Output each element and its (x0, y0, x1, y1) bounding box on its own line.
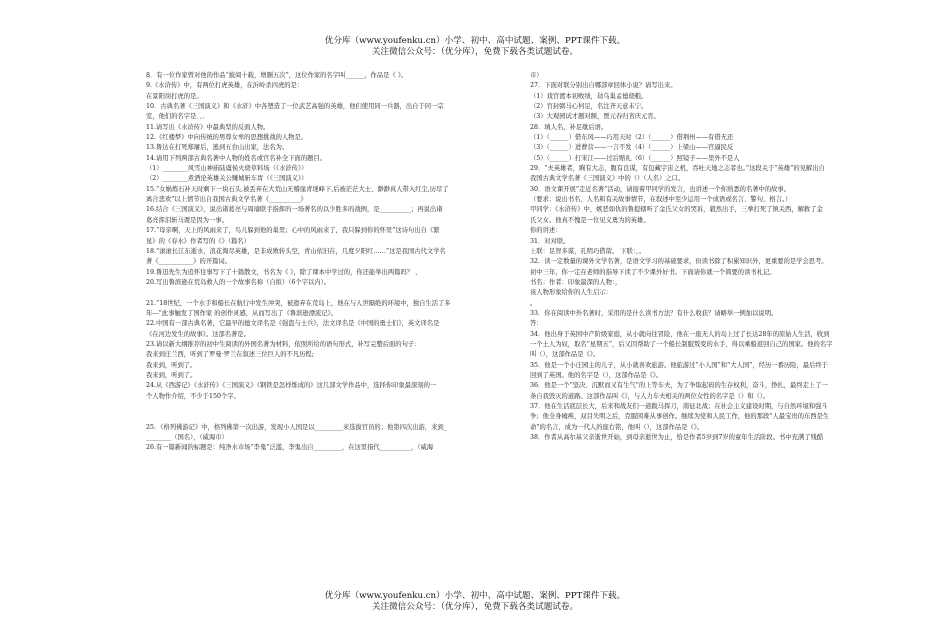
text-line: 18.“滚滚长江东逝水，浪花淘尽英雄，是非成败转头空，青山依旧在，几度夕阳红……”这是我国古代文学名 (146, 247, 446, 255)
text-line: 回到了英国。他的名字是（），这部作品是《》。 (530, 371, 663, 379)
text-line: 21.“18世纪，一个水手和船长在航行中发生冲突，被遗弃在荒岛上，他在与人世隔绝的环境中，独自生活了多 (146, 299, 451, 307)
text-line: 我来到，听到了。 (146, 371, 197, 379)
footer-line-1: 优分库（www.youfenku.cn）小学、初中、高中试题、案例、PPT课件下载。 (324, 591, 626, 601)
text-line: 9.《水浒传》中，有两位打虎英雄，在沂岭杀四虎的是： (146, 82, 304, 90)
page-header (0, 36, 950, 58)
text-line: 年---”此事触发了国作家 的创作灵感，从而写出了《鲁滨逊漂流记》。 (146, 309, 338, 317)
text-line: （1）________风雪山神庙陆虞侯火烧草料场（《水浒传》） (146, 165, 308, 173)
text-line: 12.《红楼梦》中向传统的男尊女卑的思想挑战的人物是。 (146, 134, 308, 142)
text-line: 19.鲁迅先生为追怀往事写下了十篇散文，书名为《 》，除了课本中学过的，你还能举出两篇吗？ 、 (146, 268, 422, 276)
text-line: （要求：说出书名、人名和有关故事情节，在叙述中至少运用一个成语或名言、警句、格言。） (530, 196, 792, 204)
text-line: 。 (530, 299, 537, 307)
text-line: 离合悲欢”以上情节出自我国古典文学名著《__________》 (146, 196, 307, 204)
text-line: 32．读一定数量的课外文学名著，是语文学习的基础要求，但读书除了积累知识外，更重要的是学会思考。 (530, 258, 828, 266)
text-line: 争；他全身瘫痪，双目失明之后，克服困难从事创作。继续为党和人民工作，他的那段“人最宝贵的东西是生 (530, 413, 830, 421)
text-line: 38．作者从高尔基父亲逝世开始，到母亲逝世为止，恰是作者5岁到7岁的童年生活阶段。书中充满了残酷 (530, 434, 824, 442)
text-line: 30．语文课开展“走近名著”活动，请接着甲同学的发言，也讲述一个你熟悉的名著中的故事。 (530, 185, 791, 193)
text-line: 26.有一篇新闻的标题是：纯净水市场“李鬼”泛滥，李鬼出自_________，在这里指代__________，（威海 (146, 444, 434, 452)
right-column (530, 71, 905, 443)
text-line: 个人物作介绍，不少于150个字。 (146, 392, 240, 400)
text-line (146, 288, 521, 298)
text-line: 14.请用下列两部古典名著中人物的姓名或官名补全下面的题目。 (146, 154, 327, 162)
text-line: 星》的《春水》作者写的《》（篇名） (146, 237, 250, 245)
footer-line-2: 关注微信公众号：（优分库），免费下载各类试题试卷。 (371, 602, 579, 612)
text-line (146, 412, 521, 422)
text-line: 37．他在生活底层长大，后来和战友们一道跋马挥刀，南征北战；在社会主义建设时期，与自然环境和强斗 (530, 403, 828, 410)
text-line: （5）（______）打宋江——过后赔礼（6）（______）照镜子——里外不是人 (530, 154, 740, 162)
text-line: 市） (530, 72, 543, 79)
text-line: 28．填人名，补足歇后语。 (530, 123, 608, 131)
text-line: 35．他是一个小庄园主的儿子，从小就喜欢旅游。他旅游过“小人国”和“大人国”，经历一番历险，最后终于 (530, 361, 828, 369)
text-line: 条自我毁灭的道路。这部作品叫《》，与人力车夫相关的两位女性的名字是（）和（）。 (530, 392, 770, 400)
text-line: 25．《格列佛游记》中，格列佛第一次出游，发现小人国是以_________来选拔官员的；他第四次出游，来到_ (146, 423, 447, 431)
text-line: 你的讲述： (530, 227, 562, 235)
text-line: 室，他们的名字是．、． (146, 113, 209, 121)
text-line: （2）________煮酒论英雄关公赚城斩车胄（《三国演义》） (146, 175, 308, 183)
text-line: 《在河边发生的故事》。这部名著是。 (146, 330, 250, 338)
text-line: 一个土人为奴，取名“星期五”，后又因帮助了一个船长制服叛变的水手，得以乘船返回自己的国家。他的名字 (530, 340, 833, 348)
text-line: 书名：作者：印象最深的人物：， (530, 278, 622, 286)
text-line: 氏父女。他真不愧是一位见义勇为的英雄。 (530, 216, 650, 224)
text-line: 答： (530, 320, 543, 328)
text-line: 甲同学：《水浒传》中，嫉恶如仇的鲁提辖听了金氏父女的哭诉，毅然出手，三拳打死了镇关西，解救了金 (530, 206, 823, 214)
left-column (146, 71, 521, 454)
text-line: 在景阳岗打虎的是。 (146, 92, 203, 100)
text-line: 我来到，听到了。 (146, 361, 197, 369)
text-line: 上联：足智多谋，孔明巧借箭。 下联：，。 (530, 247, 646, 255)
text-line: 初中三年，你一定在老师的指导下读了不少课外好书。下面请你就一个简要的读书札记。 (530, 268, 776, 276)
text-line: 我来到庄兰西，听到了罗曼·罗兰在叙述三位巨人的不凡历程; (146, 351, 314, 359)
text-line: （1）戏官渡本初败绩，劫乌巢孟德烧粮。 (530, 92, 648, 100)
text-line: 15.“女娲炼石补天时剩下一块石头,被丢弃在大荒山无稽崖青埂峰下,后被茫茫大士、渺渺真人带入红尘,历尽了 (146, 185, 449, 193)
text-line: 23.请以新大纲推荐的初中生阅读的外国名著为材料，依照所给的语句形式，补写完整后面的句子： (146, 340, 421, 348)
text-line: ________（国名），（威海市） (146, 434, 228, 442)
text-line: 13.鲁达在打死郑屠后，逃到五台山出家，法名为。 (146, 144, 289, 152)
text-line: 11.请写出《水浒传》中最典型的反面人物。 (146, 123, 270, 131)
text-line: 16.结合《三国演义》，说出诸葛亮与周瑜联手指挥的一场著名的以少胜多的战例，是__________；再说出诸 (146, 206, 443, 214)
text-line: （3）（______）进曹营——一言不发（4）（______）上梁山——官逼民反 (530, 144, 734, 152)
text-line: （3）大观园试才题对额，贾元春归省庆元宵。 (530, 113, 660, 121)
text-line: 20.写出鲁滨逊在荒岛救人的一个故事名称（自拟）（6个字以内）。 (146, 278, 331, 286)
text-line: 34．他出身于英国中产阶级家庭，从小就向往冒险，他在一座无人的岛上过了长达28年的原始人生活，收到 (530, 330, 830, 338)
text-line: 29．“夫英雄者，胸有大志，腹有良谋，有包藏宇宙之机，吞吐天地之志者也。”这段关于“英雄”的见解出自 (530, 165, 825, 173)
text-line: 33．你在阅读中外名著时，采用的是什么读书方法？有什么收获？请略举一例加以说明。 (530, 309, 778, 317)
text-line: 葛亮挥泪斩马谡是因为一事。 (146, 216, 228, 224)
text-line: 17.“母亲啊，天上的风雨来了，鸟儿躲到他的巢里；心中的风雨来了，我只躲到你的怀里”这诗句出自《繁 (146, 227, 440, 235)
text-line: 命”的名言，成为一代人的座右铭，他叫（），这部作品是《》。 (530, 423, 704, 431)
text-line: （2）官封弼马心何足，名注齐天意未宁。 (530, 103, 648, 111)
header-line-1: 优分库（www.youfenku.cn）小学、初中、高中试题、案例、PPT课件下载。 (324, 36, 626, 46)
header-line-2: 关注微信公众号：（优分库），免费下载各类试题试卷。 (371, 47, 579, 57)
page-footer (0, 591, 950, 613)
text-line: 10．古典名著《三国演义》和《水浒》中各塑造了一位武艺高强的英雄，他们使用同一兵器，出自于同一宗 (146, 103, 444, 111)
text-line: 叫（），这部作品是《》。 (530, 351, 600, 359)
text-line: 31．对对联。 (530, 237, 570, 245)
text-line: 22.中国有一部古典名著，它最早的德文译名是《强盗与士兵》，法文译名是《中国的勇士们》，英文译名是 (146, 320, 440, 328)
text-line: 27．下面对联分别出自哪部章回体小说？请写出来。 (530, 82, 677, 90)
text-line: （1）（______）借东风——巧用天时（2）（______）借荆州——有借无还 (530, 134, 734, 142)
text-line (146, 402, 521, 412)
text-line: 著《___________》的开篇词。 (146, 258, 232, 266)
text-line: 24.从《西游记》《水浒传》《三国演义》《钢铁是怎样炼成的》这几部文学作品中，选择你印象最深刻的一 (146, 382, 437, 390)
text-line: 我国古典文学名著《三国演义》中的（）（人名）之口。 (530, 175, 685, 183)
text-line: 36．他是一个“坚决、沉默而又有生气”的上等车夫，为了争取起码的生存权利，奋斗，挣扎，最终走上了一 (530, 382, 828, 390)
text-line: 该人物形象给你的人生启示： (530, 289, 612, 297)
text-line: 8．有一位作家曾对他的作品“披阅十载，增删五次”，这位作家的名字叫______，作品是《 》。 (146, 72, 408, 79)
